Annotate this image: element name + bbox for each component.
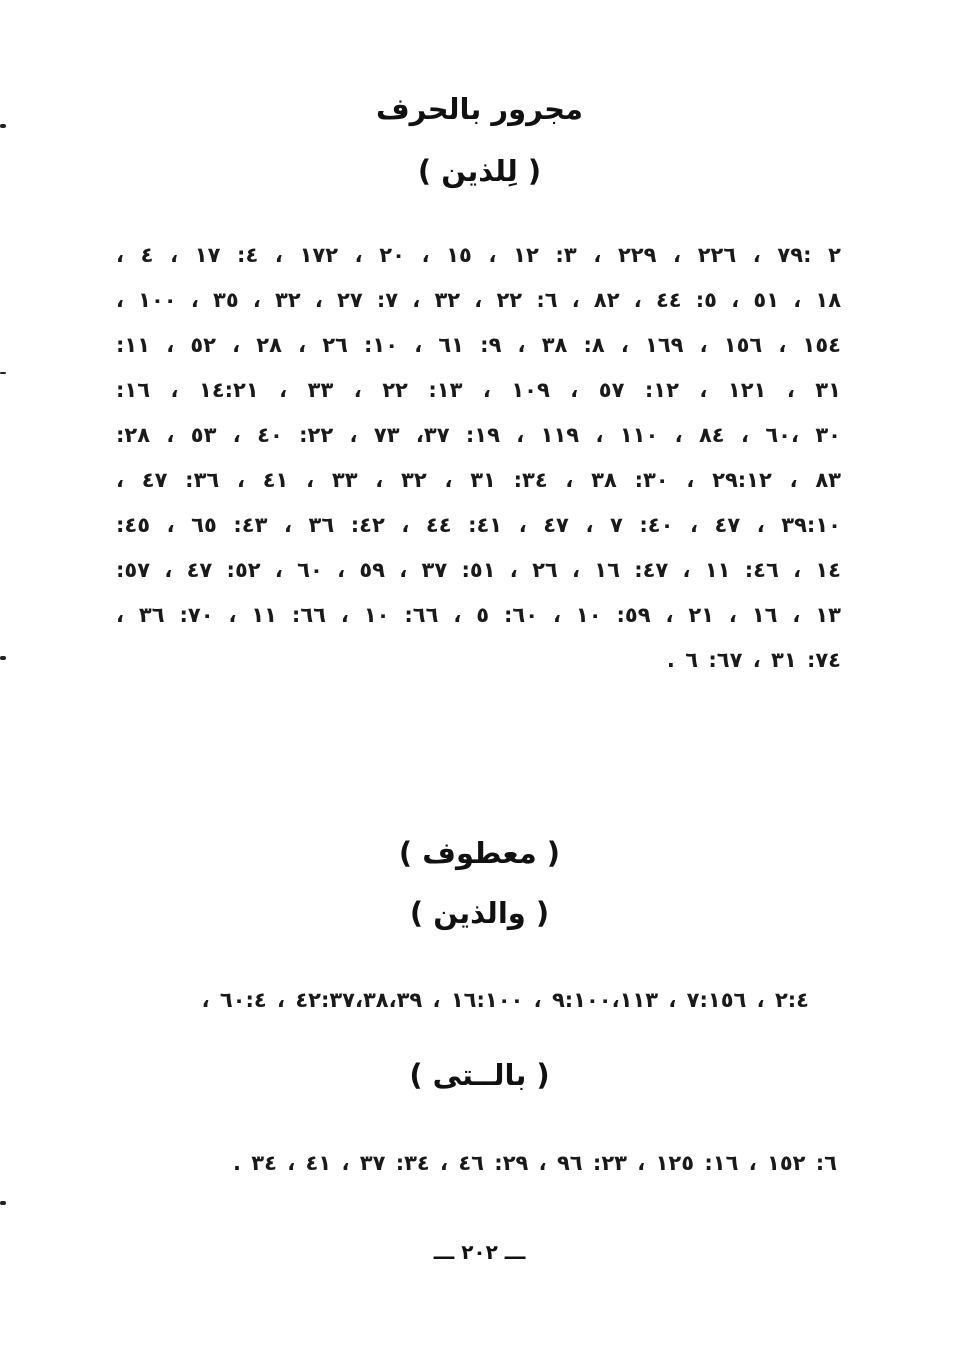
reference-line: ٢ :٧٩ ، ٢٢٦ ، ٢٢٩ ، ٣: ١٢ ، ١٥ ، ٢٠ ، ١٧٢ ، ٤: ١٧ ، ٤ ، xyxy=(116,243,841,267)
scan-edge-mark xyxy=(0,656,6,660)
reference-line: ٦: ١٥٢ ، ١٦: ١٢٥ ، ٢٣: ٩٦ ، ٢٩: ٤٦ ، ٣٤: ٣٧ ، ٤١ ، ٣٤ . xyxy=(232,1151,837,1175)
scan-edge-mark xyxy=(0,1201,6,1205)
reference-line: ٧٤: ٣١ ، ٦٧: ٦ . xyxy=(666,648,841,672)
section-heading-billati: ( بالــتى ) xyxy=(409,1058,550,1092)
page-number: ـــ ٢٠٢ ـــ xyxy=(433,1240,526,1264)
scan-edge-mark xyxy=(0,372,6,374)
section-heading-lilladhina: ( لِلذين ) xyxy=(417,154,542,188)
reference-line: ١٤ ، ٤٦: ١١ ، ٤٧: ١٦ ، ٢٦ ، ٥١: ٣٧ ، ٥٩ ، ٦٠ ، ٥٢: ٤٧ ، ٥٧: xyxy=(116,558,841,582)
reference-line: ١٥٤ ، ١٥٦ ، ١٦٩ ، ٨: ٣٨ ، ٩: ٦١ ، ١٠: ٢٦ ، ٢٨ ، ٥٢ ، ١١: xyxy=(116,333,841,357)
reference-line: ٣١ ، ١٢١ ، ١٢: ٥٧ ، ١٠٩ ، ١٣: ٢٢ ، ٣٣ ، ١٤:٢١ ، ١٦: xyxy=(116,378,841,402)
page-title: مجرور بالحرف xyxy=(375,92,583,126)
reference-line: ٣٩:١٠ ، ٤٧ ، ٤٠: ٧ ، ٤٧ ، ٤١: ٤٤ ، ٤٢: ٣٦ ، ٤٣: ٦٥ ، ٤٥: xyxy=(116,513,841,537)
section-heading-walladhina: ( والذين ) xyxy=(409,896,550,930)
reference-line: ٢:٤ ، ٧:١٥٦ ، ٩:١٠٠،١١٣ ، ١٦:١٠٠ ، ٤٢:٣٧،٣٨،٣٩ ، ٦٠:٤ ، xyxy=(201,988,809,1012)
reference-line: ٣٠ ،٦٠ ، ٨٤ ، ١١٠ ، ١١٩ ، ١٩: ٣٧، ٧٣ ، ٢٢: ٤٠ ، ٥٣ ، ٢٨: xyxy=(116,423,841,447)
reference-line: ١٨ ، ٥١ ، ٥: ٤٤ ، ٨٢ ، ٦: ٢٢ ، ٣٢ ، ٧: ٢٧ ، ٣٢ ، ٣٥ ، ١٠٠ ، xyxy=(116,288,842,312)
reference-line: ١٣ ، ١٦ ، ٢١ ، ٥٩: ١٠ ، ٦٠: ٥ ، ٦٦: ١٠ ، ٦٦: ١١ ، ٧٠: ٣٦ ، xyxy=(116,603,841,627)
scan-edge-mark xyxy=(0,124,6,128)
reference-line: ٨٣ ، ٢٩:١٢ ، ٣٠: ٣٨ ، ٣٤: ٣١ ، ٣٢ ، ٣٣ ، ٤١ ، ٣٦: ٤٧ ، xyxy=(116,468,841,492)
section-label-maatuf: ( معطوف ) xyxy=(398,836,561,870)
